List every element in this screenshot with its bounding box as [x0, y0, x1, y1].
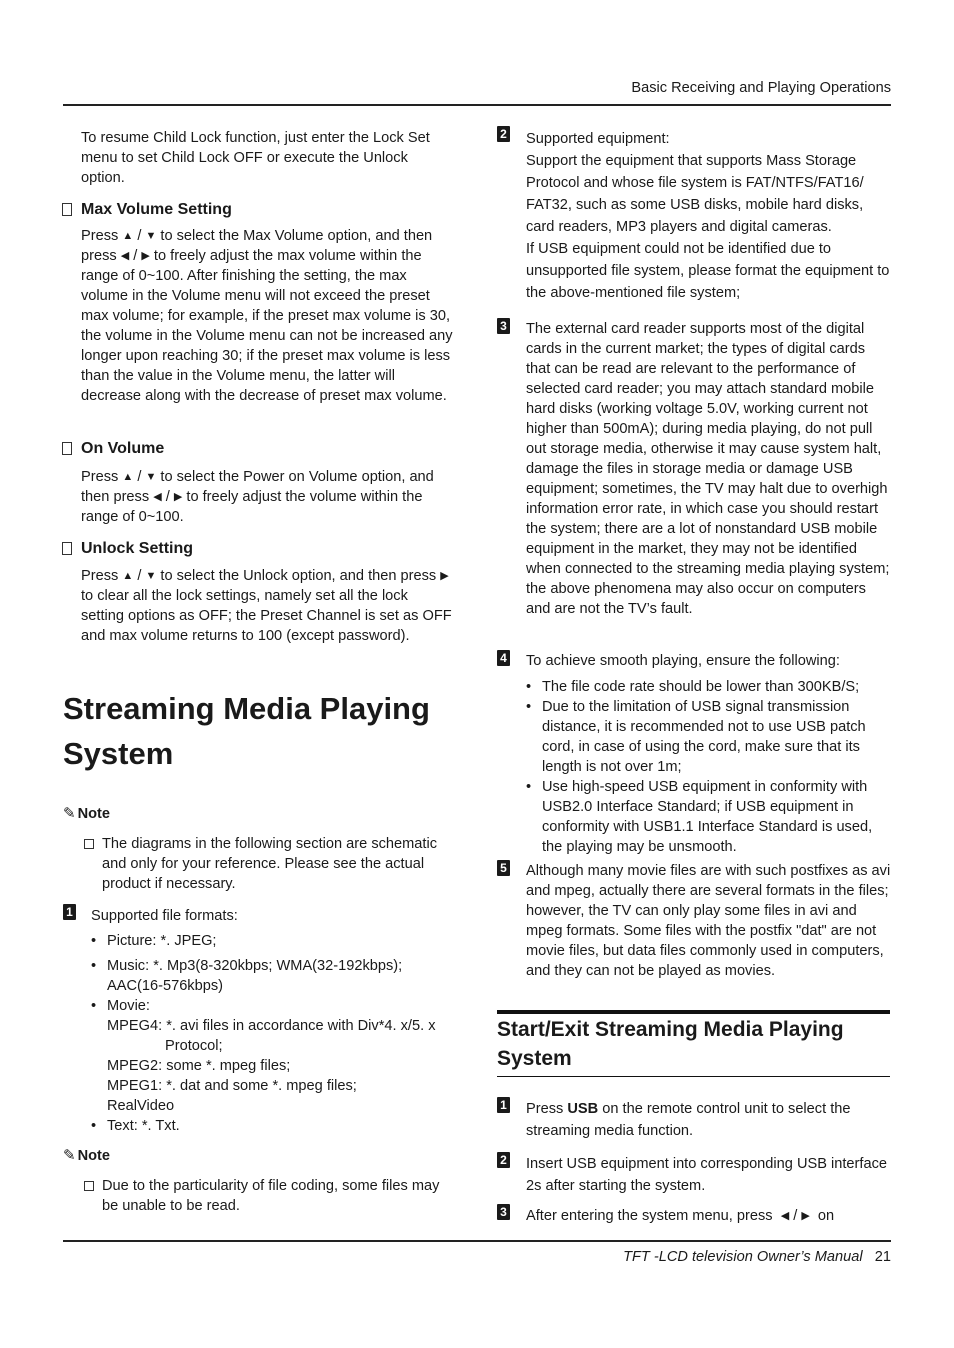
unlock-heading: Unlock Setting	[81, 539, 453, 559]
right-arrow-icon: ▶	[440, 570, 449, 582]
streaming-media-title: Streaming Media Playing System	[63, 691, 430, 771]
max-volume-section: Max Volume Setting Press ▲ / ▼ to select the Max Volume option, and then press ◀ / ▶ to freely adjust the max volume within the range of 0~100. After finishing the setting, the max volume in the Volume menu will not exceed the preset max volume; for example, if the preset max volume is 30, the volume in the Volume menu can not be increased any longer upon reaching 30; if the preset max volume is less than the value in the Volume menu, the latter will decrease along with the decrease of preset max volume.	[81, 200, 453, 406]
max-volume-heading: Max Volume Setting	[81, 200, 453, 220]
right-arrow-icon: ▶	[141, 250, 150, 262]
start-step-1-marker: 1	[497, 1097, 510, 1113]
down-arrow-icon: ▼	[145, 570, 157, 582]
up-arrow-icon: ▲	[122, 230, 134, 242]
header-rule	[63, 104, 891, 106]
child-lock-resume-paragraph	[81, 128, 453, 188]
square-bullet-icon	[62, 442, 72, 455]
pencil-note-icon: ✎	[63, 1147, 76, 1164]
footer-rule	[63, 1240, 891, 1242]
step-4-smooth-playing: To achieve smooth playing, ensure the following: • The file code rate should be lower than 300KB/S; • Due to the limitation of USB signal transmission distance, it is recommended not to use USB patch cord, in case of using the cord, make sure that its length is not over 1m; • Use high-speed USB equipment in conformity with USB2.0 Interface Standard; if USB equipment in conformity with USB1.1 Interface Standard is used, the playing may be unsmooth.	[526, 651, 891, 857]
start-exit-section-title: Start/Exit Streaming Media Playing System	[497, 1018, 844, 1070]
checkbox-bullet-icon	[84, 839, 94, 849]
down-arrow-icon: ▼	[145, 471, 157, 483]
step-1-file-formats: Supported file formats: • Picture: *. JPEG; • Music: *. Mp3(8-320kbps; WMA(32-192kbps); AAC(16-576kbps) • Movie: MPEG4: *. avi files in accordance with Div*4. x/5. x Protocol; MPEG2: some *. mpeg files; MPEG1: *. dat and some *. mpeg files; RealVideo • Text: *. Txt.	[91, 906, 461, 1136]
note-1-text: The diagrams in the following section are schematic and only for your reference. Please see the actual product if necessary.	[102, 836, 438, 892]
list-item: • Use high-speed USB equipment in conformity with USB2.0 Interface Standard; if USB equipment in conformity with USB1.1 Interface Standard is used, the playing may be unsmooth.	[526, 777, 891, 857]
section-bottom-rule	[497, 1076, 890, 1077]
down-arrow-icon: ▼	[145, 230, 157, 242]
note-1: ✎ Note The diagrams in the following section are schematic and only for your reference. Please see the actual product if necessary.	[63, 804, 453, 894]
footer-title: TFT -LCD television Owner’s Manual	[623, 1249, 863, 1265]
note-2: ✎ Note Due to the particularity of file coding, some files may be unable to be read.	[63, 1146, 453, 1216]
checkbox-bullet-icon	[84, 1181, 94, 1191]
list-item: • Text: *. Txt.	[91, 1116, 461, 1136]
up-arrow-icon: ▲	[122, 471, 134, 483]
step-1-marker: 1	[63, 904, 76, 920]
left-arrow-icon: ◀	[780, 1210, 790, 1222]
start-step-3-marker: 3	[497, 1204, 510, 1220]
footer	[623, 1249, 891, 1265]
start-step-1-text: Press USB on the remote control unit to select the streaming media function.	[526, 1101, 851, 1139]
step-4-marker: 4	[497, 650, 510, 666]
list-item: • Movie: MPEG4: *. avi files in accordance with Div*4. x/5. x Protocol; MPEG2: some *. mpeg files; MPEG1: *. dat and some *. mpeg files; RealVideo	[91, 996, 461, 1116]
page-number: 21	[874, 1249, 891, 1265]
left-arrow-icon: ◀	[120, 250, 130, 262]
right-arrow-icon: ▶	[801, 1210, 810, 1222]
step-3-card-reader: The external card reader supports most of the digital cards in the current market; the types of digital cards that can be read are relevant to the performance of selected card reader; you may attach standard mobile hard disks (working voltage 5.0V, working current not higher than 500mA); during media playing, do not pull out storage media, otherwise it may cause system halt, damage the files in storage media or damage USB equipment; sometimes, the TV may halt due to overhigh information error rate, in which case you should restart the system; there are a lot of nonstandard USB mobile equipment in the market, they may not be identified when connected to the streaming media playing system; the above phenomena may also occur on computers and are not the TV’s fault.	[526, 321, 890, 617]
pencil-note-icon: ✎	[63, 805, 76, 822]
step-3-marker: 3	[497, 318, 510, 334]
square-bullet-icon	[62, 203, 72, 216]
intro-text: To resume Child Lock function, just enter the Lock Set menu to set Child Lock OFF or execute the Unlock option.	[81, 130, 430, 186]
running-header: Basic Receiving and Playing Operations	[631, 80, 891, 96]
on-volume-heading: On Volume	[81, 439, 453, 459]
list-item: • The file code rate should be lower than 300KB/S;	[526, 677, 891, 697]
start-step-2-marker: 2	[497, 1152, 510, 1168]
list-item: • Music: *. Mp3(8-320kbps; WMA(32-192kbps); AAC(16-576kbps)	[91, 956, 461, 996]
step-5-marker: 5	[497, 860, 510, 876]
start-step-3-text: After entering the system menu, press ◀ / ▶ on	[526, 1208, 835, 1224]
step-2-supported-equipment: Supported equipment: Support the equipment that supports Mass Storage Protocol and whose file system is FAT/NTFS/FAT16/ FAT32, such as some USB disks, mobile hard disks, card readers, MP3 players and digital cameras. If USB equipment could not be identified due to unsupported file system, please format the equipment to the above-mentioned file system;	[526, 131, 890, 301]
unlock-section: Unlock Setting Press ▲ / ▼ to select the Unlock option, and then press ▶ to clear all the lock settings, namely set all the lock setting options as OFF; the Preset Channel is set as OFF and max volume returns to 100 (except password).	[81, 539, 453, 646]
note-2-text: Due to the particularity of file coding, some files may be unable to be read.	[102, 1178, 440, 1214]
step-2-marker: 2	[497, 126, 510, 142]
section-top-rule	[497, 1010, 890, 1014]
up-arrow-icon: ▲	[122, 570, 134, 582]
square-bullet-icon	[62, 542, 72, 555]
list-item: • Picture: *. JPEG;	[91, 931, 461, 951]
left-arrow-icon: ◀	[153, 491, 162, 503]
right-arrow-icon: ▶	[173, 491, 183, 503]
start-step-2-text: Insert USB equipment into corresponding USB interface 2s after starting the system.	[526, 1156, 887, 1194]
step-5-postfix-note: Although many movie files are with such postfixes as avi and mpeg, actually there are several formats in the files; however, the TV can only play some files in avi and mpeg formats. Some files with the postfix "dat" are not movie files, but data files commonly used in computers, and they can not be played as movies.	[526, 863, 891, 979]
list-item: • Due to the limitation of USB signal transmission distance, it is recommended not to use USB patch cord, in case of using the cord, make sure that its length is not over 1m;	[526, 697, 891, 777]
on-volume-section: On Volume Press ▲ / ▼ to select the Power on Volume option, and then press ◀ / ▶ to freely adjust the volume within the range of 0~100.	[81, 439, 453, 527]
